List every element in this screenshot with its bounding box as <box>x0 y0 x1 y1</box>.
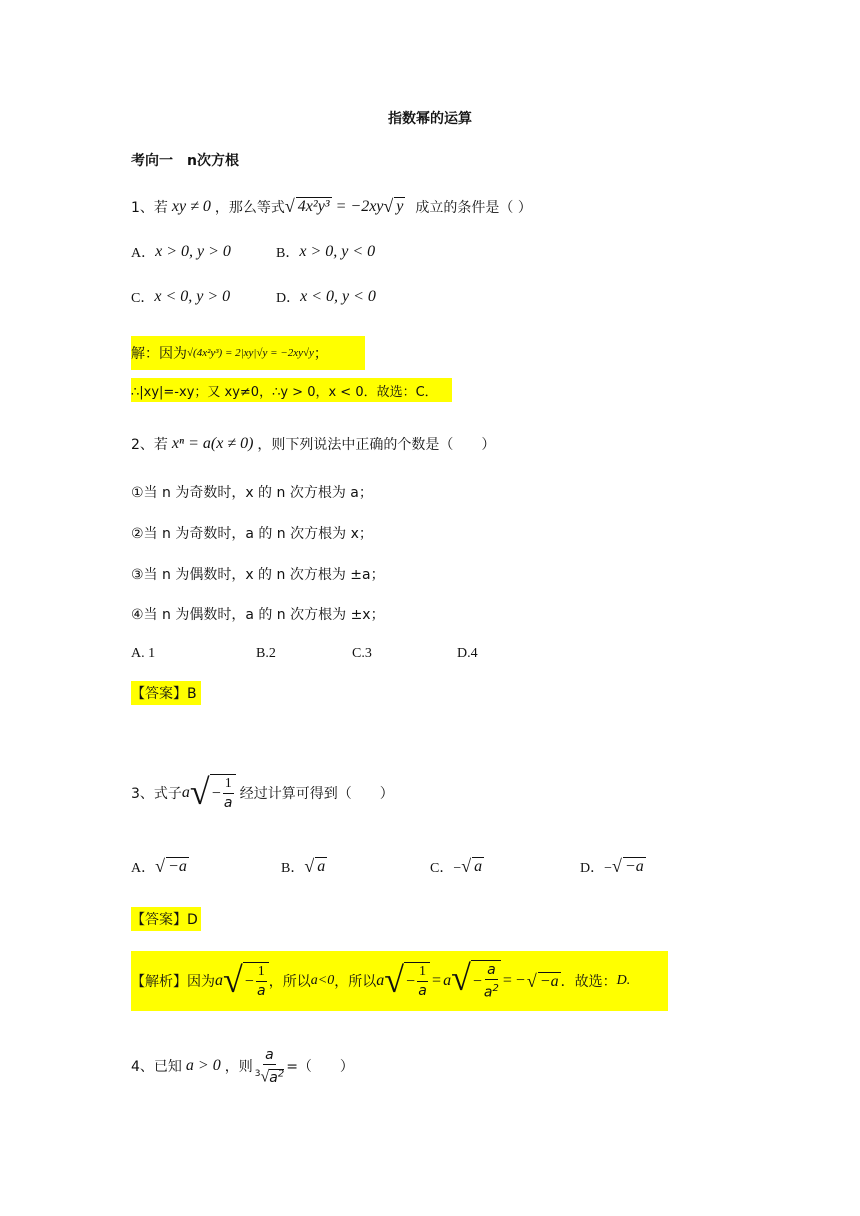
q2-statement-2: ②当 n 为奇数时，a 的 n 次方根为 x； <box>131 526 373 542</box>
q3-answer: 【答案】D <box>131 907 201 931</box>
q2-option-d: D.4 <box>457 646 478 661</box>
q1-option-b: B． x > 0, y < 0 <box>276 243 376 261</box>
q2-statement-3: ③当 n 为偶数时，x 的 n 次方根为 ±a； <box>131 567 385 583</box>
q1-rhs: = −2xy <box>335 197 384 215</box>
q2-option-a: A. 1 <box>131 646 156 661</box>
q3-option-b: B． √ a <box>281 856 326 876</box>
q1-solution-line1: 解：因为 √(4x²y³) = 2|xy|√y = −2xy√y ； <box>131 336 365 370</box>
q4-condition: a > 0 <box>185 1057 221 1075</box>
q1-radicand-right: y <box>396 198 404 215</box>
q1-mid: ，那么等式 <box>214 199 285 216</box>
q3-option-d: D．− √ −a <box>580 856 644 876</box>
q2-option-b: B.2 <box>256 646 276 661</box>
section-heading: 考向一 n次方根 <box>131 153 239 169</box>
q1-option-d: D． x < 0, y < 0 <box>276 288 376 306</box>
q3-analysis: 【解析】因为 a √ − $\frac{1}{a}$ ，所以 a<0 ，所以 a √ − $\frac{1}{a}$ = a √ − $\frac{a}{a^2}$ = − √ −a ．故选： D. <box>131 951 668 1011</box>
q1-solution-line2: ∴|xy|=-xy；又 xy≠0，∴y > 0，x < 0．故选：C． <box>131 378 452 402</box>
question-3: 3、式子 a √ − $\frac{1}{a}$ 经过计算可得到（ ） <box>131 772 394 812</box>
q1-condition: xy ≠ 0 <box>171 197 211 215</box>
q2-statement-1: ①当 n 为奇数时，x 的 n 次方根为 a； <box>131 485 373 501</box>
q1-option-a: A． x > 0, y > 0 <box>131 243 231 261</box>
q2-statement-4: ④当 n 为偶数时，a 的 n 次方根为 ±x； <box>131 607 385 623</box>
question-4: 4、已知 a > 0 ，则 $\frac{a}{^3√a^2}$ =（ ） <box>131 1047 354 1086</box>
q1-option-c: C． x < 0, y > 0 <box>131 288 231 306</box>
q2-condition: xⁿ = a(x ≠ 0) <box>171 435 254 452</box>
q1-suffix: 成立的条件是（ ） <box>415 199 532 216</box>
q2-option-c: C.3 <box>352 646 372 661</box>
q1-radicand-left: 4x²y³ <box>297 198 330 215</box>
q2-answer: 【答案】B <box>131 681 201 705</box>
q3-option-a: A． √ −a <box>131 856 187 876</box>
q3-option-c: C．− √ a <box>430 856 483 876</box>
question-1: 1、若 xy ≠ 0 ，那么等式 √ 4x²y³ = −2xy √ y 成立的条件是（ ） <box>131 196 532 216</box>
q1-prefix: 1、若 <box>131 199 168 216</box>
page-title: 指数幂的运算 <box>388 111 472 127</box>
question-2: 2、若 xⁿ = a(x ≠ 0) ，则下列说法中正确的个数是（ ） <box>131 435 496 453</box>
q4-fraction: $\frac{a}{^3√a^2}$ <box>254 1047 285 1086</box>
